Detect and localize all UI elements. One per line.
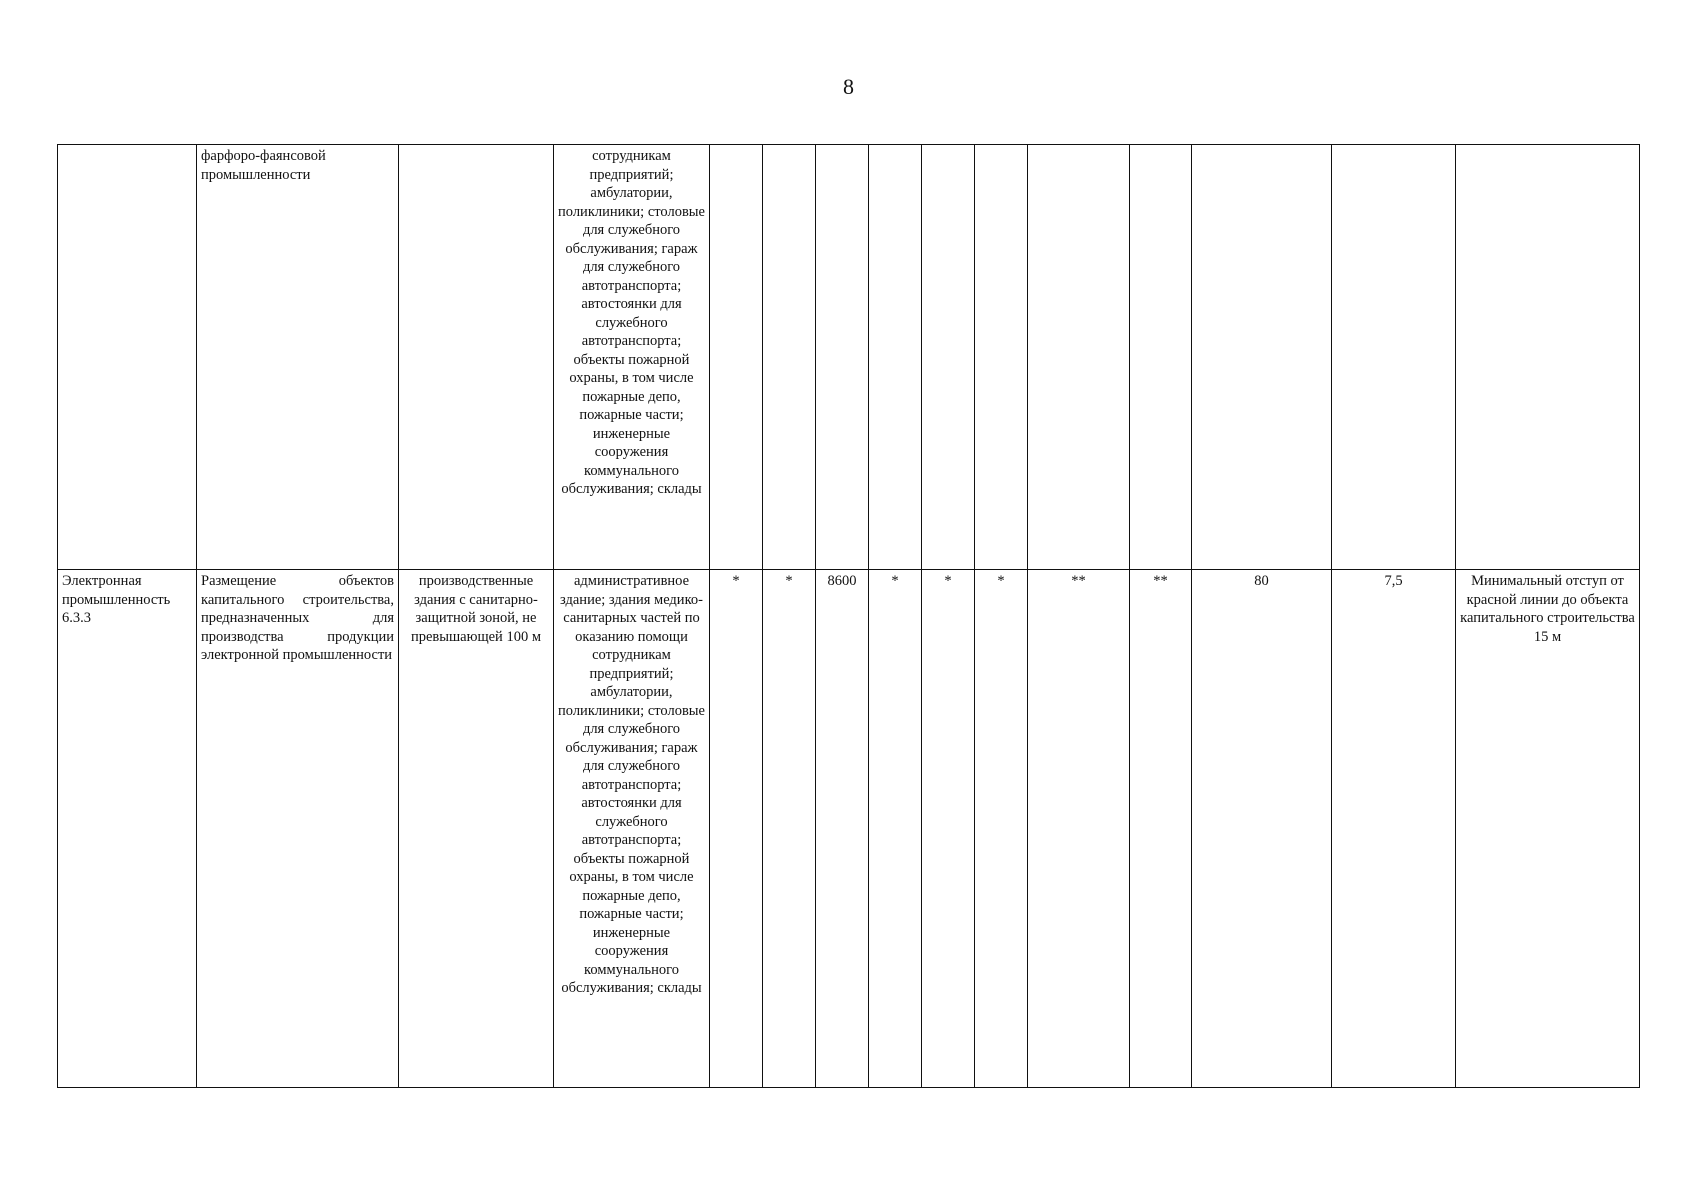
param-cell — [922, 145, 975, 570]
activity-cell: Электронная промышленность 6.3.3 — [58, 570, 197, 1088]
param-cell: * — [763, 570, 816, 1088]
activity-cell — [58, 145, 197, 570]
notes-cell: Минимальный отступ от красной линии до объекта капитального строительства 15 м — [1456, 570, 1640, 1088]
param-cell — [1332, 145, 1456, 570]
param-cell — [1130, 145, 1192, 570]
param-cell: * — [869, 570, 922, 1088]
table-row — [58, 570, 1640, 1088]
param-cell: 7,5 — [1332, 570, 1456, 1088]
param-cell: ** — [1130, 570, 1192, 1088]
param-cell — [816, 145, 869, 570]
param-cell — [975, 145, 1028, 570]
description-cell: Размещение объектов капитального строительства, предназначенных для производства продукции электронной промышленности — [197, 570, 399, 1088]
page-number: 8 — [843, 74, 854, 99]
param-cell — [1028, 145, 1130, 570]
main-use-cell: производственные здания с санитарно-защитной зоной, не превышающей 100 м — [399, 570, 554, 1088]
notes-cell — [1456, 145, 1640, 570]
param-cell — [869, 145, 922, 570]
param-cell — [1192, 145, 1332, 570]
param-cell — [710, 145, 763, 570]
regulations-table — [57, 144, 1640, 1088]
param-cell: * — [710, 570, 763, 1088]
param-cell: * — [922, 570, 975, 1088]
param-cell — [763, 145, 816, 570]
auxiliary-use-cell: административное здание; здания медико-санитарных частей по оказанию помощи сотрудникам предприятий; амбулатории, поликлиники; столовые для служебного обслуживания; гараж для служебного автотранспорта; автостоянки для служебного автотранспорта; объекты пожарной охраны, в том числе пожарные депо, пожарные части; инженерные сооружения коммунального обслуживания; склады — [554, 570, 710, 1088]
auxiliary-use-cell: сотрудникам предприятий; амбулатории, поликлиники; столовые для служебного обслуживания; гараж для служебного автотранспорта; автостоянки для служебного автотранспорта; объекты пожарной охраны, в том числе пожарные депо, пожарные части; инженерные сооружения коммунального обслуживания; склады — [554, 145, 710, 570]
main-use-cell — [399, 145, 554, 570]
param-cell: 8600 — [816, 570, 869, 1088]
param-cell: 80 — [1192, 570, 1332, 1088]
description-cell: фарфоро-фаянсовой промышленности — [197, 145, 399, 570]
table-row — [58, 145, 1640, 570]
param-cell: ** — [1028, 570, 1130, 1088]
param-cell: * — [975, 570, 1028, 1088]
